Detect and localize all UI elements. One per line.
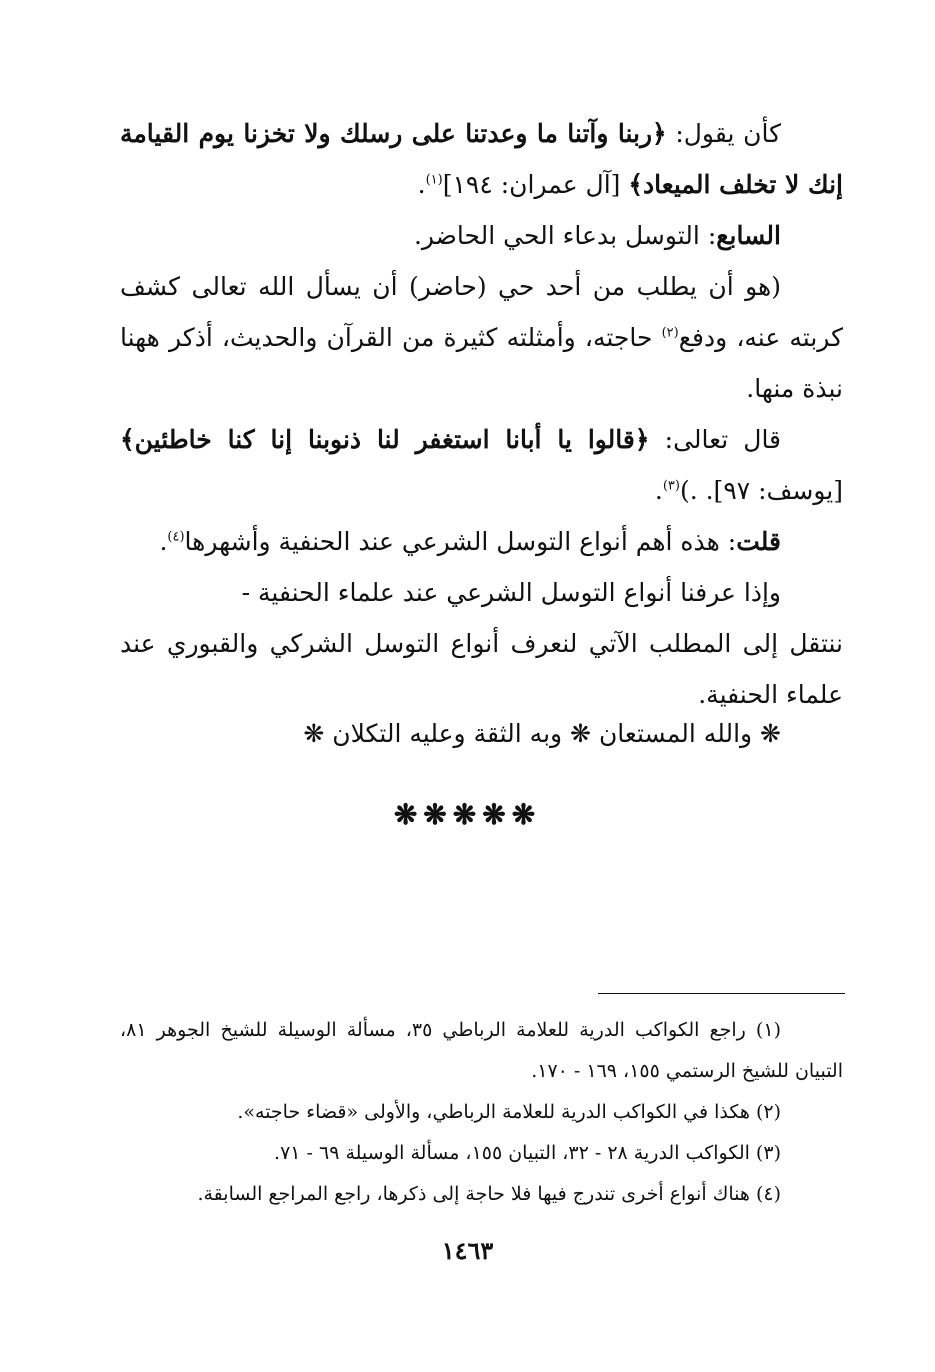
paragraph-2-text: : التوسل بدعاء الحي الحاضر.	[413, 221, 717, 250]
footnote-2: (٢) هكذا في الكواكب الدرية للعلامة الرباطي، والأولى «قضاء حاجته».	[237, 1101, 781, 1123]
section-label-seventh: السابع	[716, 221, 781, 250]
paragraph-7	[120, 618, 843, 720]
footnote-3: (٣) الكواكب الدرية ٢٨ - ٣٢، التبيان ١٥٥، مسألة الوسيلة ٦٩ - ٧١.	[274, 1142, 781, 1164]
footnote-marker-2[interactable]: (٢)	[661, 325, 679, 341]
footnote-divider	[598, 993, 845, 994]
main-text	[120, 108, 843, 720]
paragraph-3-text-b: حاجته، وأمثلته كثيرة من القرآن والحديث، أذكر ههنا نبذة منها.	[120, 323, 843, 403]
paragraph-4-end: .	[654, 476, 663, 505]
paragraph-6-text: وإذا عرفنا أنواع التوسل الشرعي عند علماء الحنفية -	[241, 578, 781, 607]
section-separator: ❋❋❋❋❋	[393, 798, 542, 831]
paragraph-5-end: .	[159, 527, 168, 556]
verse-reference-1: [آل عمران: ١٩٤]	[442, 170, 629, 199]
footnote-marker-4[interactable]: (٤)	[167, 529, 185, 545]
footnote-1: (١) راجع الكواكب الدرية للعلامة الرباطي ٣٥، مسألة الوسيلة للشيخ الجوهر ٨١، التبيان للشيخ الرستمي ١٥٥، ١٦٩ - ١٧٠.	[120, 1019, 843, 1082]
paragraph-1-intro: كأن يقول:	[666, 119, 781, 148]
paragraph-2	[120, 210, 843, 261]
footnote-4: (٤) هناك أنواع أخرى تندرج فيها فلا حاجة إلى ذكرها، راجع المراجع السابقة.	[197, 1183, 781, 1205]
paragraph-4-intro: قال تعالى:	[649, 425, 782, 454]
page-number: ١٤٦٣	[441, 1236, 494, 1265]
paragraph-1-end: .	[417, 170, 426, 199]
section-label-qultu: قلت	[736, 527, 781, 556]
paragraph-5-text: : هذه أهم أنواع التوسل الشرعي عند الحنفية وأشهرها	[184, 527, 737, 556]
verse-reference-2: [يوسف: ٩٧]. .)	[679, 476, 843, 505]
paragraph-1	[120, 108, 843, 210]
footnote-marker-1[interactable]: (١)	[425, 172, 443, 188]
quran-verse-2: ﴿قالوا يا أبانا استغفر لنا ذنوبنا إنا كنا خاطئين﴾	[120, 425, 650, 454]
paragraph-6	[120, 567, 843, 618]
paragraph-5	[120, 516, 843, 567]
quran-verse-1: ﴿ربنا وآتنا ما وعدتنا على رسلك ولا تخزنا يوم القيامة إنك لا تخلف الميعاد﴾	[120, 119, 843, 199]
paragraph-4	[120, 414, 843, 516]
paragraph-3	[120, 261, 843, 414]
closing-invocation: ❋ والله المستعان ❋ وبه الثقة وعليه التكلان ❋	[303, 719, 781, 748]
footnotes	[120, 1010, 843, 1215]
footnote-marker-3[interactable]: (٣)	[662, 478, 680, 494]
paragraph-7-text: ننتقل إلى المطلب الآتي لنعرف أنواع التوسل الشركي والقبوري عند علماء الحنفية.	[120, 629, 843, 709]
paragraph-3-text-a: (هو أن يطلب من أحد حي (حاضر) أن يسأل الله تعالى كشف كربته عنه، ودفع	[120, 272, 843, 352]
